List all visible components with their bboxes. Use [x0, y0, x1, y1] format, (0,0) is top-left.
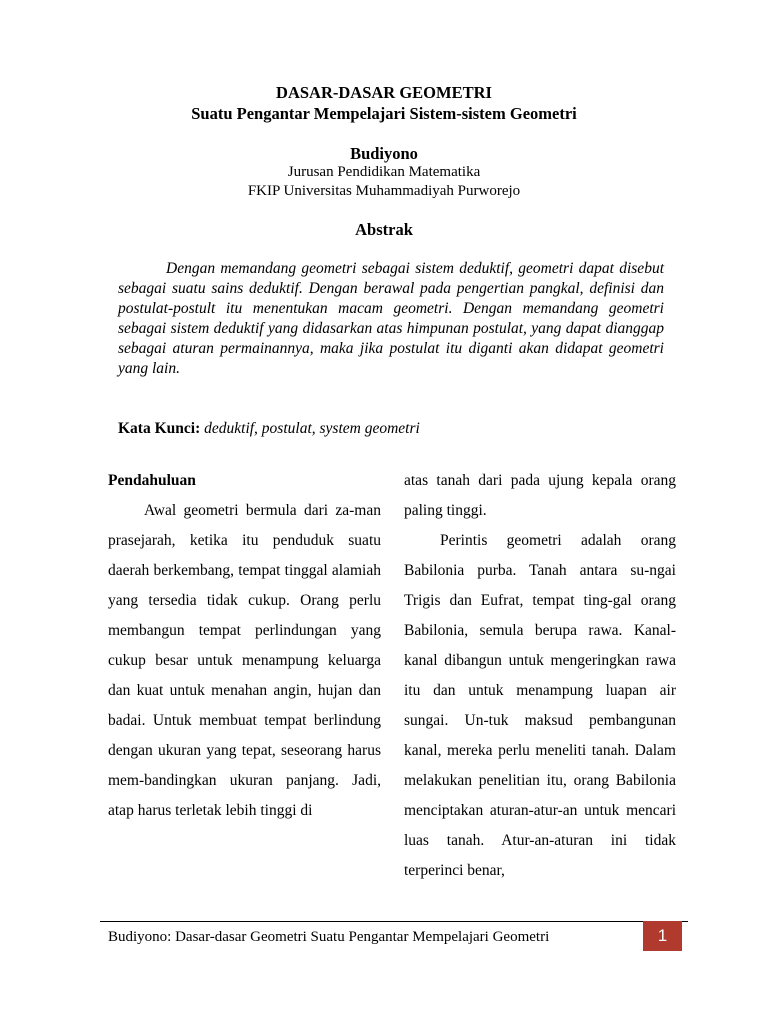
footer-running-title: Budiyono: Dasar-dasar Geometri Suatu Pengantar Mempelajari Geometri [108, 929, 550, 945]
author-affiliation-institution: FKIP Universitas Muhammadiyah Purworejo [247, 183, 521, 199]
author-name: Budiyono [350, 144, 418, 163]
body-paragraph: Awal geometri bermula dari za-man prasejarah, ketika itu penduduk suatu daerah berkembang, tempat tinggal alamiah yang tersedia tidak cukup. Orang perlu membangun tempat perlindungan yang cukup besar untuk menampung keluarga dan kuat untuk menahan angin, hujan dan badai. Untuk membuat tempat berlindung dengan ukuran yang tepat, seseorang harus mem-bandingkan ukuran panjang. Jadi, atap harus terletak lebih tinggi di [108, 502, 381, 819]
keywords-line [118, 418, 420, 439]
footer-divider [100, 921, 688, 922]
paper-subtitle: Suatu Pengantar Mempelajari Sistem-sistem Geometri [191, 104, 577, 123]
body-paragraph: Perintis geometri adalah orang Babilonia purba. Tanah antara su-ngai Trigis dan Eufrat, tempat ting-gal orang Babilonia, semula berupa rawa. Kanal-kanal dibangun untuk mengeringkan rawa itu dan untuk menampung luapan air sungai. Un-tuk maksud pembangunan kanal, mereka perlu meneliti tanah. Dalam melakukan penelitian itu, orang Babilonia menciptakan aturan-atur-an untuk mencari luas tanah. Atur-an-aturan ini tidak terperinci benar, [404, 532, 676, 879]
page-number-badge: 1 [643, 921, 682, 951]
body-paragraph-continuation: atas tanah dari pada ujung kepala orang paling tinggi. [404, 472, 676, 519]
section-heading: Pendahuluan [108, 472, 196, 489]
abstract-text: Dengan memandang geometri sebagai sistem deduktif, geometri dapat disebut sebagai suatu sains deduktif. Dengan berawal pada pengertian pangkal, definisi dan postulat-postult itu menentukan macam geometri. Dengan memandang geometri sebagai sistem deduktif yang didasarkan atas himpunan postulat, yang dapat dianggap sebagai aturan permainannya, maka jika postulat itu diganti akan didapat geometri yang lain. [118, 260, 664, 377]
keywords-label: Kata Kunci: [118, 420, 201, 437]
body-column-right [404, 466, 676, 886]
paper-title: DASAR-DASAR GEOMETRI [276, 83, 492, 102]
keywords-text: deduktif, postulat, system geometri [204, 420, 420, 437]
body-column-left [108, 466, 381, 826]
abstract-heading: Abstrak [355, 220, 413, 239]
author-affiliation-department: Jurusan Pendidikan Matematika [287, 164, 481, 180]
